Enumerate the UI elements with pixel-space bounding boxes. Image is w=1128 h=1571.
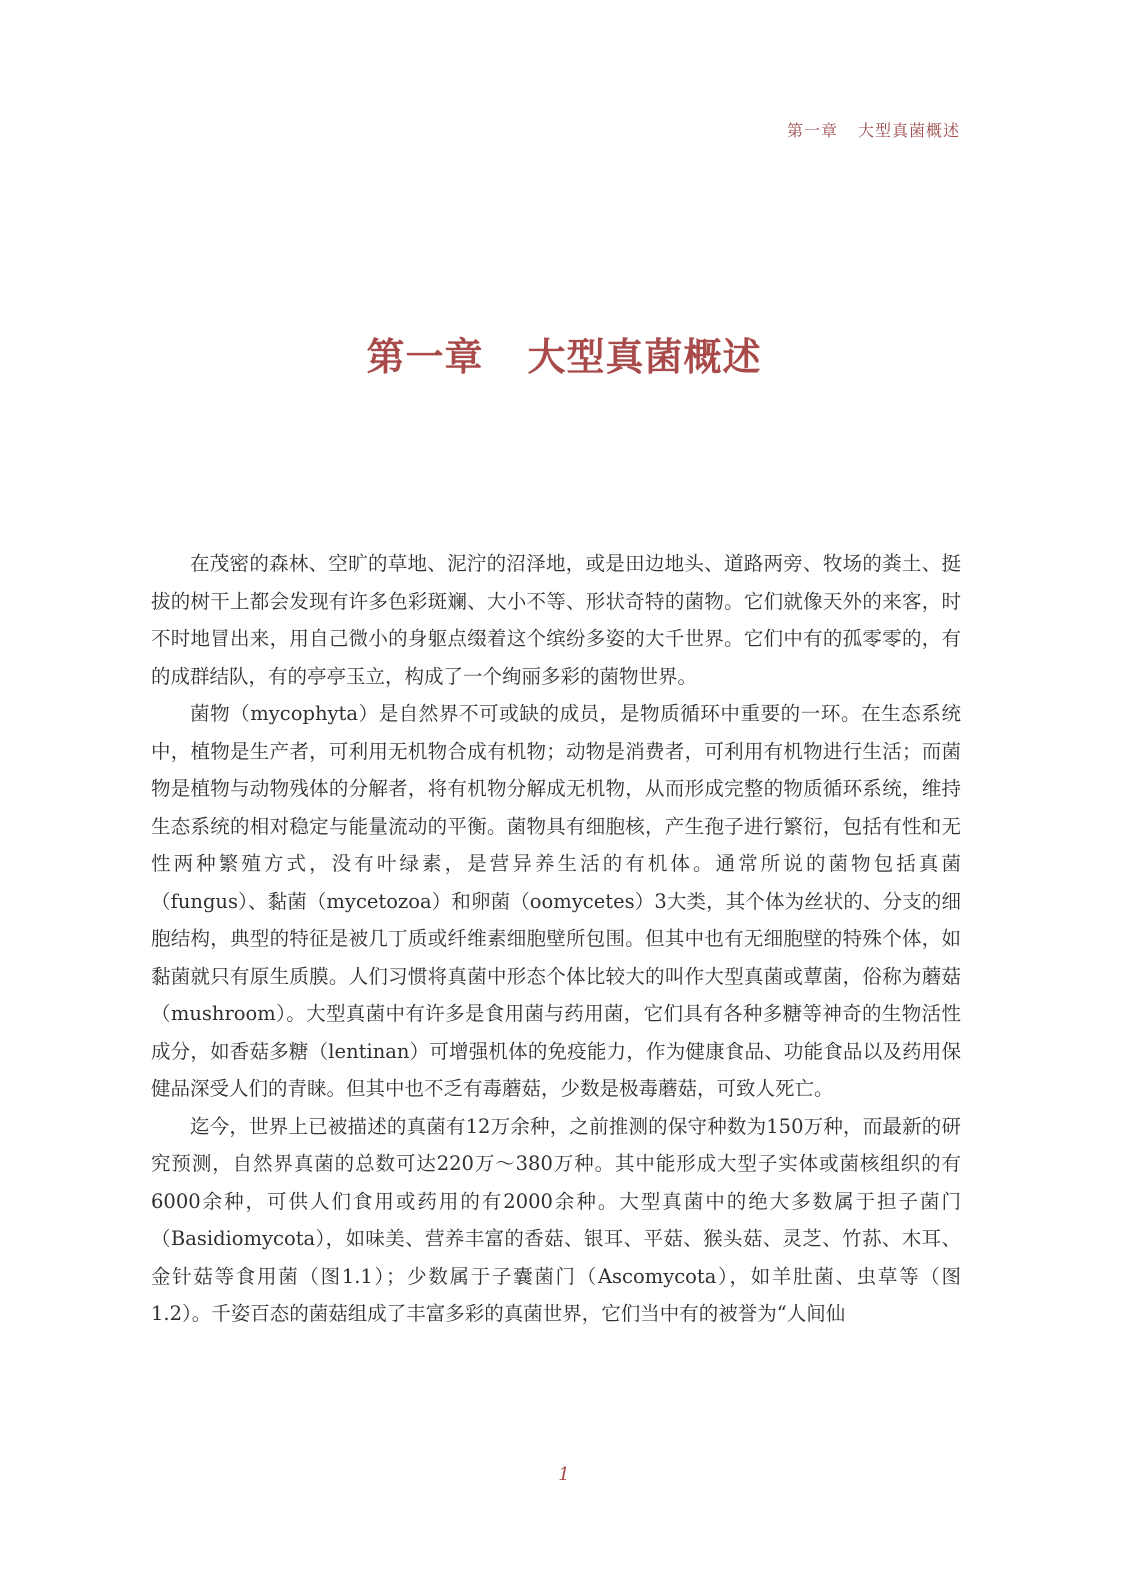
running-header-chapter-name: 大型真菌概述: [857, 121, 960, 140]
paragraph-2: 菌物（mycophyta）是自然界不可或缺的成员，是物质循环中重要的一环。在生态系统中，植物是生产者，可利用无机物合成有机物；动物是消费者，可利用有机物进行生活；而菌物是植物与动物残体的分解者，将有机物分解成无机物，从而形成完整的物质循环系统，维持生态系统的相对稳定与能量流动的平衡。菌物具有细胞核，产生孢子进行繁衍，包括有性和无性两种繁殖方式，没有叶绿素，是营异养生活的有机体。通常所说的菌物包括真菌（fungus）、黏菌（mycetozoa）和卵菌（oomycetes）3大类，其个体为丝状的、分支的细胞结构，典型的特征是被几丁质或纤维素细胞壁所包围。但其中也有无细胞壁的特殊个体，如黏菌就只有原生质膜。人们习惯将真菌中形态个体比较大的叫作大型真菌或蕈菌，俗称为蘑菇（mushroom）。大型真菌中有许多是食用菌与药用菌，它们具有各种多糖等神奇的生物活性成分，如香菇多糖（lentinan）可增强机体的免疫能力，作为健康食品、功能食品以及药用保健品深受人们的青睐。但其中也不乏有毒蘑菇，少数是极毒蘑菇，可致人死亡。: [151, 702, 961, 1100]
paragraph-1: 在茂密的森林、空旷的草地、泥泞的沼泽地，或是田边地头、道路两旁、牧场的粪土、挺拔的树干上都会发现有许多色彩斑斓、大小不等、形状奇特的菌物。它们就像天外的来客，时不时地冒出来，用自己微小的身躯点缀着这个缤纷多姿的大千世界。它们中有的孤零零的，有的成群结队，有的亭亭玉立，构成了一个绚丽多彩的菌物世界。: [151, 552, 961, 688]
page-number: 1: [558, 1464, 570, 1485]
chapter-title-label: 第一章: [366, 334, 484, 379]
chapter-title: [0, 326, 1128, 381]
running-header-chapter-label: 第一章: [786, 121, 838, 140]
paragraph-3: 迄今，世界上已被描述的真菌有12万余种，之前推测的保守种数为150万种，而最新的研究预测，自然界真菌的总数可达220万～380万种。其中能形成大型子实体或菌核组织的有6000余种，可供人们食用或药用的有2000余种。大型真菌中的绝大多数属于担子菌门（Basidiomycota），如味美、营养丰富的香菇、银耳、平菇、猴头菇、灵芝、竹荪、木耳、金针菇等食用菌（图1.1）；少数属于子囊菌门（Ascomycota），如羊肚菌、虫草等（图1.2）。千姿百态的菌菇组成了丰富多彩的真菌世界，它们当中有的被誉为“人间仙: [151, 1114, 961, 1325]
running-header: [787, 118, 960, 141]
body-text: [151, 545, 961, 1333]
chapter-title-name: 大型真菌概述: [527, 334, 762, 379]
